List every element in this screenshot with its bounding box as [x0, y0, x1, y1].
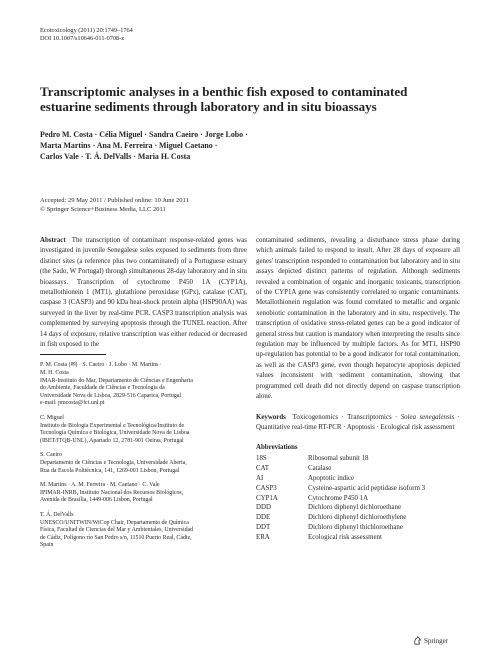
- abstract-label: Abstract: [40, 237, 66, 244]
- abbreviation-row: [256, 474, 425, 484]
- affiliation-block: [40, 415, 247, 445]
- abbreviation-definition: Dichloro diphenyl dichloroethylene: [308, 514, 407, 522]
- abbreviation-term: DDT: [256, 523, 271, 531]
- abbreviation-term: AI: [256, 474, 264, 482]
- abbreviation-definition: Cytochrome P450 1A: [308, 494, 369, 502]
- affiliation-line: M. Martins · A. M. Ferreira · M. Caetano · C. Vale: [40, 482, 160, 489]
- footnote-divider: [40, 354, 106, 355]
- abbreviation-term: DDE: [256, 514, 271, 522]
- copyright-notice: © Springer Science+Business Media, LLC 2011: [40, 205, 166, 213]
- accepted-published-dates: Accepted: 29 May 2011 / Published online: 10 June 2011: [40, 197, 189, 204]
- affiliation-line: (IBET/ITQB-UNL), Apartado 12, 2781-901 Oeiras, Portugal: [40, 437, 184, 444]
- affiliation-block: [40, 512, 247, 550]
- keywords-italic: Solea senegalensis: [400, 413, 455, 421]
- springer-horse-icon: [413, 636, 422, 645]
- affiliation-line: e-mail: pmcosta@fct.unl.pt: [40, 400, 105, 407]
- affiliation-line: Avenida de Brasília, 1449-006 Lisbon, Portugal: [40, 497, 153, 504]
- affiliation-line: do Ambiente, Faculdade de Ciências e Tecnologia da: [40, 385, 165, 392]
- abbreviations-heading: Abbreviations: [256, 444, 298, 452]
- abbreviation-row: [256, 494, 425, 504]
- abstract-text-right: contaminated sediments, revealing a disturbance stress phase during which animals failed to respond to insult. After 28 days of exposure all genes' transcription responded to contamination but laboratory and in situ assays depicted distinct patterns of regulation. Although sediments revealed a combination of organic and inorganic toxicants, transcription of the CYP1A gene was consistently correlated to organic contaminants. Metallothionein regulation was found correlated to metallic and organic xenobiotic contamination in the laboratory and in situ, respectively. The transcription of oxidative stress-related genes can be a good indicator of general stress but caution is mandatory when interpreting the results since regulation may be influenced by multiple factors. As for MT1, HSP90 up-regulation has potential to be a good indicator for total contamination, as well as the CASP3 gene, even though hepatocyte apoptosis depicted values inconsistent with sediment contamination, showing that programmed cell death did not directly depend on caspase transcription alone.: [256, 237, 460, 401]
- publisher-name: Springer: [424, 636, 449, 645]
- abbreviation-term: CYP1A: [256, 494, 278, 502]
- abbreviation-row: [256, 454, 425, 464]
- affiliation-line: P. M. Costa (✉) · S. Caeiro · J. Lobo · M. Martins ·: [40, 362, 162, 369]
- journal-doi: DOI 10.1007/s10646-011-0708-z: [40, 35, 125, 42]
- author-line-2: Marta Martins · Ana M. Ferreira · Miguel Caetano ·: [40, 141, 218, 150]
- abbreviation-row: [256, 464, 425, 474]
- affiliation-line: Instituto de Biologia Experimental e Tecnológica/Instituto de: [40, 422, 185, 429]
- author-list: [40, 129, 460, 162]
- keywords-label: Keywords: [256, 413, 286, 421]
- abbreviation-definition: Dichloro diphenyl thichloroethane: [308, 523, 403, 531]
- affiliation-line: C. Miguel: [40, 415, 64, 422]
- abbreviation-definition: Apoptotic indice: [308, 474, 355, 482]
- affiliation-block: [40, 482, 247, 505]
- affiliation-line: T. Á. DelValls: [40, 511, 74, 518]
- left-column: [40, 236, 247, 557]
- author-line-3: Carlos Vale · T. Á. DelValls · Maria H. Costa: [40, 152, 191, 161]
- affiliation-line: M. H. Costa: [40, 370, 69, 377]
- affiliation-line: Spain: [40, 542, 54, 549]
- abbreviation-row: [256, 533, 425, 543]
- journal-header: [40, 27, 133, 43]
- affiliation-line: Universidade Nova de Lisboa, 2829-516 Caparica, Portugal: [40, 392, 182, 399]
- publisher-logo: [413, 636, 448, 645]
- abstract-text-left: The transcription of contaminant response-related genes was investigated in juvenile Senegalese soles exposed to sediments from three distinct sites (a reference plus two contaminated) of a Portuguese estuary (the Sado, W Portugal) through simultaneous 28-day laboratory and in situ bioassays. Transcription of cytochrome P450 1A (CYP1A), metallothionein 1 (MT1), glutathione peroxidase (GPx), catalase (CAT), caspase 3 (CASP3) and 90 kDa heat-shock protein alpha (HSP90AA) was surveyed in the liver by real-time PCR. CASP3 transcription analysis was complemented by surveying apoptosis through the TUNEL reaction. After 14 days of exposure, relative transcription was either reduced or decreased in fish exposed to the: [40, 237, 247, 349]
- affiliation-line: S. Caeiro: [40, 452, 62, 459]
- publication-dates: [40, 197, 189, 214]
- abbreviation-term: CASP3: [256, 484, 277, 492]
- affiliation-line: Departamento de Ciências e Tecnologia, Universidade Aberta,: [40, 460, 187, 466]
- affiliation-line: de Cádiz, Polígono río San Pedro s/n, 11510 Puerto Real, Cádiz,: [40, 534, 192, 541]
- abbreviation-term: DDD: [256, 504, 271, 512]
- affiliation-line: IPIMAR-INRB, Instituto Nacional dos Recursos Biológicos,: [40, 489, 184, 496]
- abbreviation-definition: Dichloro diphenyl dichloroethane: [308, 504, 401, 512]
- abbreviation-term: CAT: [256, 465, 270, 473]
- article-title-line-1: Transcriptomic analyses in a benthic fish exposed to contaminated: [40, 84, 408, 99]
- affiliation-line: Rua da Escola Politécnica, 141, 1269-001 Lisbon, Portugal: [40, 467, 180, 474]
- keywords: [256, 413, 460, 434]
- abbreviation-definition: Ribosomal subunit 18: [308, 455, 369, 463]
- affiliation-line: UNESCO/UNITWIN/WiCop Chair, Departamento de Química: [40, 519, 189, 526]
- abbreviation-definition: Ecological risk assessment: [308, 533, 382, 541]
- affiliation-line: Física, Facultad de Ciencias del Mar y Ambientales, Universidad: [40, 527, 194, 534]
- abbreviation-row: [256, 523, 425, 533]
- affiliation-block: [40, 452, 247, 475]
- keywords-text-after: · Quantitative real-time RT-PCR · Apoptosis · Ecological risk assessment: [256, 413, 460, 431]
- abbreviations-table: [256, 454, 425, 542]
- abbreviation-definition: Catalase: [308, 465, 332, 473]
- keywords-text-before: Toxicogenomics · Transcriptomics ·: [292, 413, 401, 421]
- journal-citation: Ecotoxicology (2011) 20:1749–1764: [40, 27, 133, 34]
- right-column: [256, 236, 460, 542]
- article-title-line-2: estuarine sediments through laboratory and in situ bioassays: [40, 99, 377, 114]
- affiliation-line: IMAR-Instituto do Mar, Departamento de Ciências e Engenharia: [40, 377, 193, 384]
- affiliation-block: [40, 362, 247, 408]
- abbreviation-row: [256, 484, 425, 494]
- affiliation-line: Tecnologia Química e Biológica, Universidade Nova de Lisboa: [40, 430, 190, 437]
- abbreviation-term: ERA: [256, 533, 270, 541]
- abbreviation-row: [256, 503, 425, 513]
- author-line-1: Pedro M. Costa · Célia Miguel · Sandra Caeiro · Jorge Lobo ·: [40, 130, 248, 139]
- abstract-left: [40, 236, 247, 350]
- abbreviation-row: [256, 513, 425, 523]
- abbreviation-definition: Cysteine-aspartic acid peptidase isoform 3: [308, 484, 426, 492]
- article-title: [40, 84, 460, 114]
- abbreviation-term: 18S: [256, 455, 267, 463]
- affiliation-list: [40, 362, 247, 549]
